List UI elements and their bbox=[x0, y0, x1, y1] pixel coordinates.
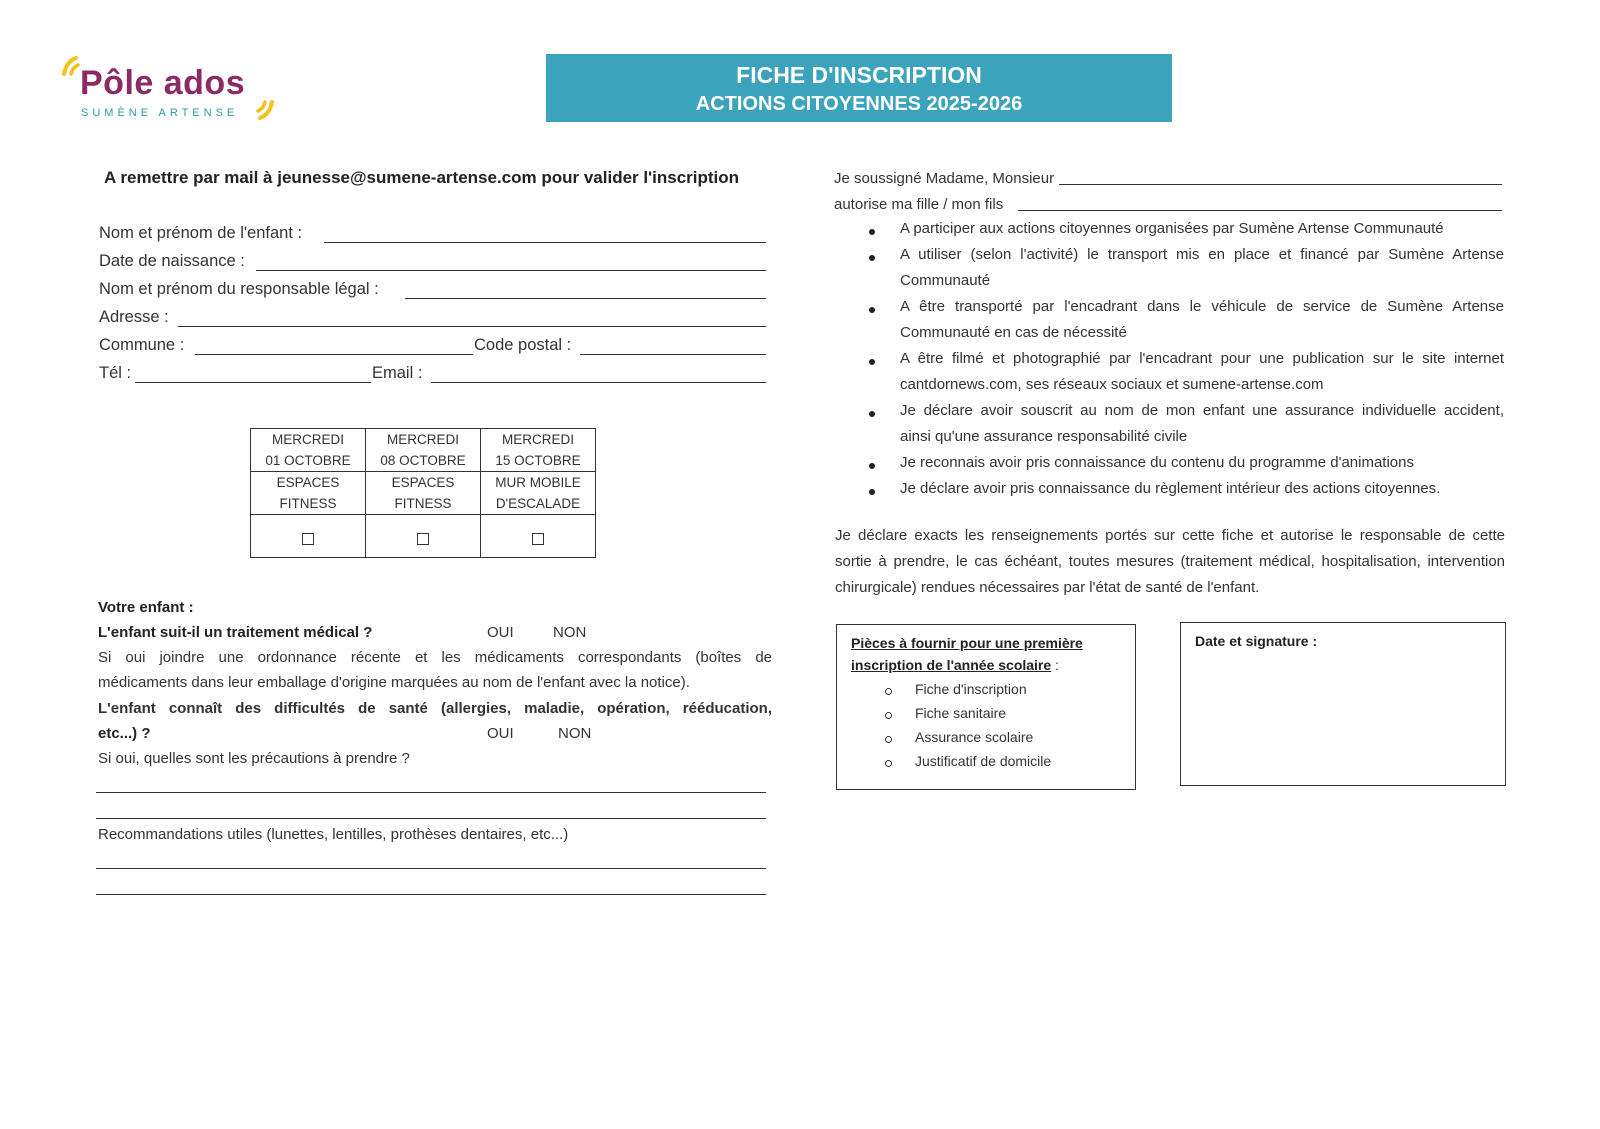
difficulty-non-option[interactable]: NON bbox=[558, 725, 592, 742]
bullet-dot-icon bbox=[869, 463, 875, 469]
declaration-text-line: Je déclare exacts les renseignements portés sur cette fiche et autorise le responsable de cette bbox=[835, 527, 1505, 544]
bullet-dot-icon bbox=[869, 359, 875, 365]
precautions-question: Si oui, quelles sont les précautions à prendre ? bbox=[98, 750, 410, 767]
treatment-note-line: Si oui joindre une ordonnance récente et les médicaments correspondants (boîtes de bbox=[98, 649, 772, 666]
email-field[interactable] bbox=[431, 382, 766, 383]
treatment-note-line: médicaments dans leur emballage d'origine marquées au nom de l'enfant avec la notice). bbox=[98, 674, 690, 691]
health-difficulty-question-cont: etc...) ? bbox=[98, 725, 151, 742]
schedule-activity: ESPACES bbox=[391, 475, 455, 490]
authorized-child-field[interactable] bbox=[1018, 210, 1502, 211]
schedule-date: 01 OCTOBRE bbox=[265, 453, 351, 468]
bullet-dot-icon bbox=[869, 229, 875, 235]
schedule-date-cell bbox=[481, 429, 596, 472]
tel-label: Tél : bbox=[99, 364, 132, 382]
child-name-label: Nom et prénom de l'enfant : bbox=[99, 224, 303, 242]
address-field[interactable] bbox=[178, 326, 766, 327]
commune-field[interactable] bbox=[195, 354, 473, 355]
header-banner bbox=[546, 54, 1172, 122]
schedule-activity: D'ESCALADE bbox=[495, 496, 581, 511]
documents-title-line2 bbox=[851, 657, 1059, 673]
schedule-activity-cell bbox=[251, 472, 366, 515]
schedule-checkbox-cell bbox=[251, 515, 366, 558]
header-subtitle: ACTIONS CITOYENNES 2025-2026 bbox=[695, 93, 1023, 115]
signature-box[interactable] bbox=[1180, 622, 1506, 786]
schedule-day: MERCREDI bbox=[501, 432, 574, 447]
authorization-item-line: ainsi qu'une assurance responsabilité civile bbox=[900, 428, 1188, 445]
schedule-date-cell bbox=[251, 429, 366, 472]
authorization-item-line: A être transporté par l'encadrant dans le véhicule de service de Sumène Artense bbox=[900, 298, 1504, 315]
child-authorization-label: autorise ma fille / mon fils bbox=[834, 196, 1004, 213]
difficulty-oui-option[interactable]: OUI bbox=[487, 725, 514, 742]
authorization-item-line: Communauté en cas de nécessité bbox=[900, 324, 1127, 341]
document-item: Justificatif de domicile bbox=[915, 753, 1052, 769]
authorization-item-line: A participer aux actions citoyennes organisées par Sumène Artense Communauté bbox=[900, 220, 1444, 237]
signature-label: Date et signature : bbox=[1195, 633, 1318, 649]
bullet-dot-icon bbox=[869, 489, 875, 495]
guardian-name-label: Nom et prénom du responsable légal : bbox=[99, 280, 379, 298]
treatment-question: L'enfant suit-il un traitement médical ? bbox=[98, 624, 373, 641]
treatment-oui-option[interactable]: OUI bbox=[487, 624, 514, 641]
precautions-field-line-1[interactable] bbox=[96, 792, 766, 793]
schedule-checkbox-01-octobre[interactable] bbox=[302, 533, 314, 545]
declaration-text-line: chirurgicale) rendues nécessaires par l'état de santé de l'enfant. bbox=[835, 579, 1260, 596]
guardian-declaration-label: Je soussigné Madame, Monsieur bbox=[834, 170, 1055, 187]
documents-title-text: inscription de l'année scolaire bbox=[851, 657, 1052, 673]
schedule-activity: MUR MOBILE bbox=[495, 475, 581, 490]
list-circle-icon bbox=[885, 736, 892, 743]
document-item: Fiche sanitaire bbox=[915, 705, 1007, 721]
schedule-checkbox-cell bbox=[481, 515, 596, 558]
document-item: Fiche d'inscription bbox=[915, 681, 1027, 697]
authorization-item-line: Je déclare avoir pris connaissance du règlement intérieur des actions citoyennes. bbox=[900, 480, 1441, 497]
list-circle-icon bbox=[885, 688, 892, 695]
schedule-activity: ESPACES bbox=[276, 475, 340, 490]
recommendations-label: Recommandations utiles (lunettes, lentilles, prothèses dentaires, etc...) bbox=[98, 826, 569, 843]
guardian-signatory-field[interactable] bbox=[1059, 184, 1502, 185]
authorization-item-line: cantdornews.com, ses réseaux sociaux et sumene-artense.com bbox=[900, 376, 1324, 393]
email-label: Email : bbox=[372, 364, 423, 382]
logo-title: Pôle ados bbox=[80, 64, 246, 102]
treatment-non-option[interactable]: NON bbox=[553, 624, 587, 641]
precautions-field-line-2[interactable] bbox=[96, 818, 766, 819]
recommendations-field-line-1[interactable] bbox=[96, 868, 766, 869]
address-label: Adresse : bbox=[99, 308, 169, 326]
logo-swoosh-bottom-icon bbox=[252, 98, 278, 124]
schedule-table bbox=[250, 428, 596, 558]
document-item: Assurance scolaire bbox=[915, 729, 1034, 745]
list-circle-icon bbox=[885, 760, 892, 767]
schedule-checkbox-08-octobre[interactable] bbox=[417, 533, 429, 545]
schedule-activity: FITNESS bbox=[394, 496, 452, 511]
birth-date-label: Date de naissance : bbox=[99, 252, 245, 270]
schedule-day: MERCREDI bbox=[271, 432, 344, 447]
header-title: FICHE D'INSCRIPTION bbox=[736, 62, 982, 88]
recommendations-field-line-2[interactable] bbox=[96, 894, 766, 895]
bullet-dot-icon bbox=[869, 255, 875, 261]
bullet-dot-icon bbox=[869, 411, 875, 417]
authorization-item-line: A utiliser (selon l'activité) le transport mis en place et financé par Sumène Artense bbox=[900, 246, 1504, 263]
authorization-item-line: A être filmé et photographié par l'encadrant pour une publication sur le site internet bbox=[900, 350, 1504, 367]
birth-date-field[interactable] bbox=[256, 270, 766, 271]
schedule-activity-cell bbox=[366, 472, 481, 515]
logo-subtitle: SUMÈNE ARTENSE bbox=[81, 107, 239, 119]
commune-label: Commune : bbox=[99, 336, 185, 354]
child-name-field[interactable] bbox=[324, 242, 766, 243]
schedule-date-cell bbox=[366, 429, 481, 472]
schedule-day: MERCREDI bbox=[386, 432, 459, 447]
postal-code-field[interactable] bbox=[580, 354, 766, 355]
tel-field[interactable] bbox=[135, 382, 371, 383]
postal-code-label: Code postal : bbox=[474, 336, 572, 354]
list-circle-icon bbox=[885, 712, 892, 719]
schedule-date: 08 OCTOBRE bbox=[380, 453, 466, 468]
health-section-title: Votre enfant : bbox=[98, 599, 194, 616]
declaration-text-line: sortie à prendre, le cas échéant, toutes mesures (traitement médical, hospitalisation, intervention bbox=[835, 553, 1505, 570]
bullet-dot-icon bbox=[869, 307, 875, 313]
authorization-item-line: Je reconnais avoir pris connaissance du contenu du programme d'animations bbox=[900, 454, 1414, 471]
schedule-activity-cell bbox=[481, 472, 596, 515]
schedule-checkbox-cell bbox=[366, 515, 481, 558]
schedule-checkbox-15-octobre[interactable] bbox=[532, 533, 544, 545]
authorization-item-line: Communauté bbox=[900, 272, 991, 289]
required-documents-box bbox=[836, 624, 1136, 790]
guardian-name-field[interactable] bbox=[405, 298, 766, 299]
health-difficulty-question: L'enfant connaît des difficultés de santé (allergies, maladie, opération, rééducation, bbox=[98, 700, 772, 717]
schedule-date: 15 OCTOBRE bbox=[495, 453, 581, 468]
submission-instruction: A remettre par mail à jeunesse@sumene-artense.com pour valider l'inscription bbox=[104, 168, 740, 187]
authorization-item-line: Je déclare avoir souscrit au nom de mon enfant une assurance individuelle accident, bbox=[900, 402, 1504, 419]
documents-title: Pièces à fournir pour une première bbox=[851, 635, 1083, 651]
documents-title-suffix: : bbox=[1051, 657, 1059, 673]
schedule-activity: FITNESS bbox=[279, 496, 337, 511]
